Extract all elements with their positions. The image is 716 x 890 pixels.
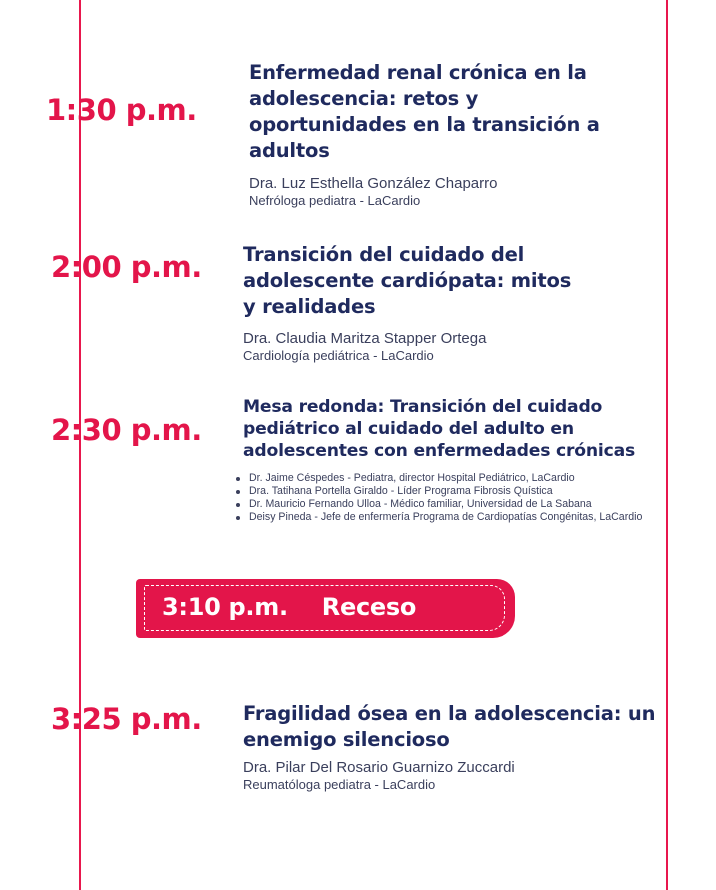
panelist-item: Deisy Pineda - Jefe de enfermería Programa de Cardiopatías Congénitas, LaCardio — [233, 511, 653, 524]
recess-text — [162, 593, 416, 621]
session-title: Fragilidad ósea en la adolescencia: un enemigo silencioso — [243, 702, 656, 751]
panelist-list — [233, 472, 653, 524]
session-title: Transición del cuidado del adolescente cardiópata: mitos y realidades — [243, 243, 572, 318]
session-time: 3:25 p.m. — [51, 702, 202, 736]
session-title: Mesa redonda: Transición del cuidado pediátrico al cuidado del adulto en adolescentes con enfermedades crónicas — [243, 397, 636, 461]
session-speaker-role: Cardiología pediátrica - LaCardio — [243, 348, 434, 363]
session-speaker-role: Nefróloga pediatra - LaCardio — [249, 193, 421, 208]
recess-banner — [136, 579, 515, 638]
session-time: 1:30 p.m. — [46, 93, 197, 127]
session-speaker: Dra. Claudia Maritza Stapper Ortega — [243, 330, 487, 347]
timeline-line-right — [666, 0, 668, 890]
session-speaker: Dra. Luz Esthella González Chaparro — [249, 175, 498, 192]
panelist-item: Dr. Jaime Céspedes - Pediatra, director Hospital Pediátrico, LaCardio — [233, 472, 653, 485]
panelist-item: Dr. Mauricio Fernando Ulloa - Médico familiar, Universidad de La Sabana — [233, 498, 653, 511]
recess-time: 3:10 p.m. — [162, 593, 288, 621]
session-title: Enfermedad renal crónica en la adolescencia: retos y oportunidades en la transición a adultos — [249, 61, 600, 162]
recess-label: Receso — [321, 593, 417, 621]
session-time: 2:00 p.m. — [51, 250, 202, 284]
session-speaker-role: Reumatóloga pediatra - LaCardio — [243, 777, 436, 792]
session-speaker: Dra. Pilar Del Rosario Guarnizo Zuccardi — [243, 759, 515, 776]
session-time: 2:30 p.m. — [51, 413, 202, 447]
panelist-item: Dra. Tatihana Portella Giraldo - Líder Programa Fibrosis Quística — [233, 485, 653, 498]
